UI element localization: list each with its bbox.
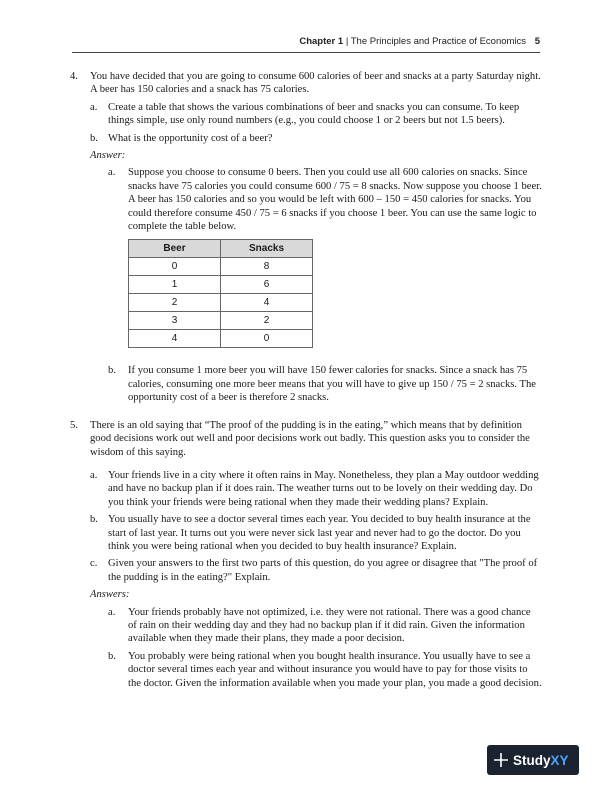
part-label: a. bbox=[90, 469, 98, 481]
table-cell: 0 bbox=[221, 330, 313, 348]
header-separator: | bbox=[345, 36, 349, 47]
question-4b bbox=[70, 132, 542, 145]
answer-text: Suppose you choose to consume 0 beers. Then you could use all 600 calories on snacks. Since snacks have 75 calories you could consume 600 / 75 = 8 snacks. Now suppose you choose 1 beer. A beer has 150 calories and so you would be left with 600 – 150 = 450 calories for snacks. You could therefore consume 450 / 75 = 6 snacks if you choose 1 beer. You can use the same logic to complete the table below. bbox=[128, 167, 542, 233]
table-cell: 8 bbox=[221, 258, 313, 276]
part-label: c. bbox=[90, 558, 98, 570]
part-label: b. bbox=[90, 514, 98, 526]
table-cell: 2 bbox=[129, 294, 221, 312]
question-5 bbox=[70, 419, 542, 459]
part-text: What is the opportunity cost of a beer? bbox=[108, 132, 273, 144]
answer-5b bbox=[70, 650, 542, 690]
part-label: b. bbox=[90, 132, 98, 144]
question-4 bbox=[70, 70, 542, 97]
answer-5a bbox=[70, 606, 542, 646]
table-cell: 2 bbox=[221, 312, 313, 330]
question-number: 4. bbox=[70, 71, 78, 82]
part-text: Create a table that shows the various combinations of beer and snacks you can consume. To keep things simple, use only round numbers (e.g., you could choose 1 or 2 beers but not 1.5 beers). bbox=[108, 101, 520, 127]
column-header-snacks: Snacks bbox=[221, 240, 313, 258]
logo-text-study: Study bbox=[513, 752, 551, 768]
answer-4b bbox=[70, 364, 542, 404]
question-5b bbox=[70, 513, 542, 553]
question-5a bbox=[70, 469, 542, 509]
column-header-beer: Beer bbox=[129, 240, 221, 258]
table-row bbox=[129, 294, 313, 312]
part-text: You usually have to see a doctor several times each year. You decided to buy health insurance at the start of last year. It turns out you were never sick last year and never had to go the doctor. Do you think you were being rational when you decided to buy health insurance? Explain. bbox=[108, 514, 531, 552]
table-cell: 1 bbox=[129, 276, 221, 294]
plus-icon bbox=[494, 753, 508, 767]
answer-label: a. bbox=[108, 606, 116, 618]
answer-text: You probably were being rational when you bought health insurance. You usually have to see a doctor several times each year and without insurance you would have to pay for those visits to the doctor. Given the information available when you made your plan, you made a good decision. bbox=[128, 650, 542, 689]
beer-snacks-table bbox=[128, 239, 313, 348]
table-cell: 6 bbox=[221, 276, 313, 294]
answer-heading: Answer: bbox=[90, 150, 126, 162]
question-stem: You have decided that you are going to consume 600 calories of beer and snacks at a party Saturday night. A beer has 150 calories and a snack has 75 calories. bbox=[90, 71, 541, 96]
logo-text-xy: XY bbox=[550, 752, 569, 768]
table-cell: 3 bbox=[129, 312, 221, 330]
answer-text: Your friends probably have not optimized, i.e. they were not rational. There was a good chance of rain on their wedding day and they had no backup plan if it did rain. Given the information available when they made their plans, they made a poor decision. bbox=[128, 606, 531, 645]
page-header bbox=[299, 36, 540, 47]
answer-label: a. bbox=[108, 167, 116, 179]
answer-heading: Answers: bbox=[90, 589, 130, 601]
table-cell: 4 bbox=[221, 294, 313, 312]
question-number: 5. bbox=[70, 419, 78, 431]
part-text: Given your answers to the first two parts of this question, do you agree or disagree that "The proof of the pudding is in the eating?" Explain. bbox=[108, 558, 538, 583]
answer-4a bbox=[70, 166, 542, 233]
question-5c bbox=[70, 557, 542, 584]
chapter-title: The Principles and Practice of Economics bbox=[350, 36, 527, 47]
table-row bbox=[129, 330, 313, 348]
question-4a bbox=[70, 101, 542, 128]
table-row bbox=[129, 258, 313, 276]
table-row bbox=[129, 276, 313, 294]
part-label: a. bbox=[90, 101, 98, 113]
answer-label: b. bbox=[108, 365, 116, 377]
header-rule bbox=[72, 52, 540, 53]
studyxy-logo bbox=[487, 745, 579, 775]
table-cell: 0 bbox=[129, 258, 221, 276]
answer-text: If you consume 1 more beer you will have 150 fewer calories for snacks. Since a snack has 75 calories, consuming one more beer means that you will have to give up 150 / 75 = 2 snacks. The opportunity cost of a beer is therefore 2 snacks. bbox=[128, 365, 536, 404]
table-row bbox=[129, 312, 313, 330]
table-cell: 4 bbox=[129, 330, 221, 348]
table-header-row bbox=[129, 240, 313, 258]
chapter-label: Chapter 1 bbox=[299, 36, 344, 47]
part-text: Your friends live in a city where it often rains in May. Nonetheless, they plan a May outdoor wedding and have no backup plan if it does rain. The weather turns out to be lovely on their wedding day. Do you think your friends were being rational when they made their wedding plans? Explain. bbox=[108, 469, 539, 508]
page-number: 5 bbox=[534, 36, 540, 47]
answer-label: b. bbox=[108, 650, 116, 662]
page-content bbox=[70, 70, 542, 690]
question-stem: There is an old saying that “The proof of the pudding is in the eating,” which means that by definition good decisions work out well and poor decisions work out badly. This question asks you to consider the wisdom of this saying. bbox=[90, 419, 530, 458]
